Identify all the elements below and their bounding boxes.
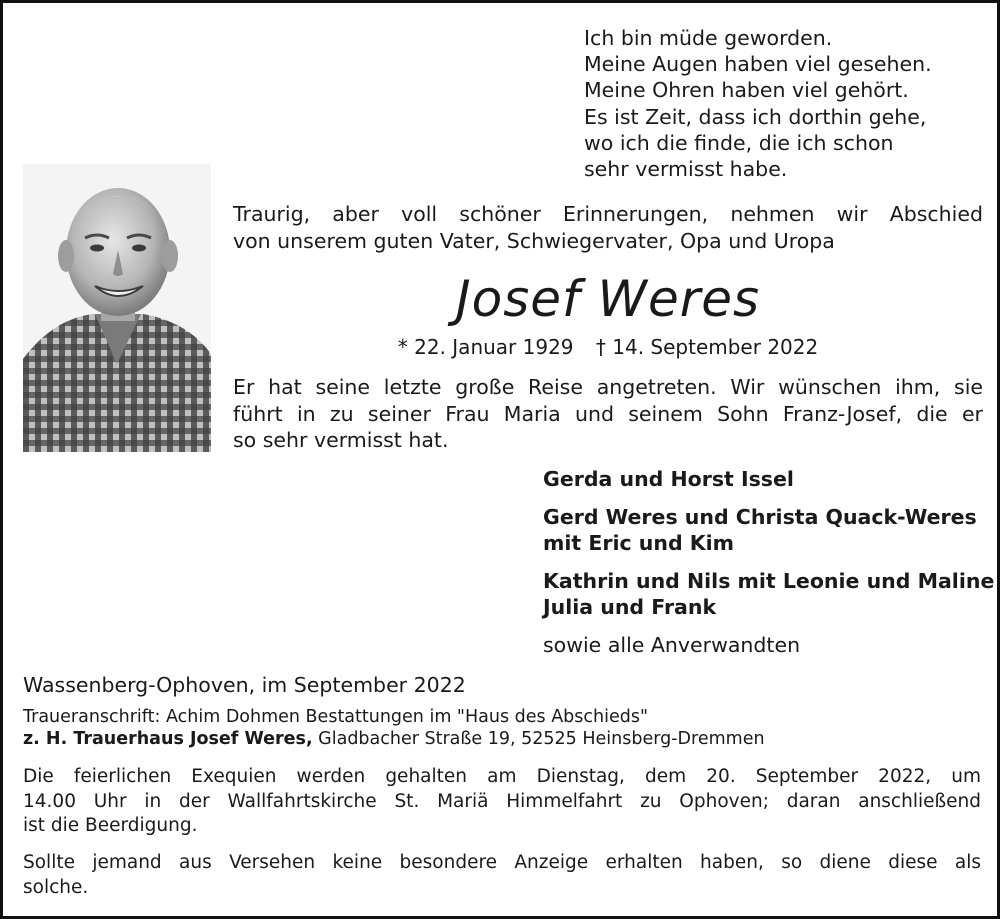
birth-date: * 22. Januar 1929 [397,335,574,359]
poem-line: wo ich die finde, die ich schon [584,130,894,155]
poem-line: Meine Augen haben viel gesehen. [584,52,932,77]
poem-line: sehr vermisst habe. [584,157,788,182]
poem-line: Ich bin müde geworden. [584,26,833,50]
mourners-list [543,466,994,658]
place-and-date: Wassenberg-Ophoven, im September 2022 [23,673,466,697]
poem-line: Meine Ohren haben viel gehört. [584,78,909,103]
mourner-line: Julia und Frank [543,595,717,619]
message-line: Er hat seine letzte große Reise angetreten. Wir wünschen ihm, sie [233,375,983,399]
mourner-line: Gerda und Horst Issel [543,467,794,491]
service-line: Die feierlichen Exequien werden gehalten am Dienstag, dem 20. September 2022, um [23,766,981,787]
relatives-line: sowie alle Anverwandten [543,632,801,657]
address-line: Traueranschrift: Achim Dohmen Bestattungen im "Haus des Abschieds" [23,707,649,727]
service-line: 14.00 Uhr in der Wallfahrtskirche St. Mariä Himmelfahrt zu Ophoven; daran anschließend [23,790,981,812]
mourning-address [23,706,765,750]
portrait-photo [23,164,211,452]
poem-line: Es ist Zeit, dass ich dorthin gehe, [584,104,927,129]
poem [584,25,932,182]
message-line: so sehr vermisst hat. [233,428,449,452]
funeral-service-info [23,765,981,839]
address-street: Gladbacher Straße 19, 52525 Heinsberg-Dremmen [312,729,765,749]
notice-text [23,851,981,900]
service-line: ist die Beerdigung. [23,815,198,836]
life-dates [233,334,983,360]
intro-text [233,201,983,254]
mourner-line: mit Eric und Kim [543,531,735,555]
notice-line: solche. [23,876,89,898]
message-line: führt in zu seiner Frau Maria und seinem Sohn Franz-Josef, die er [233,401,983,426]
intro-line: von unserem guten Vater, Schwiegervater, Opa und Uropa [233,228,835,253]
address-line [23,728,765,750]
notice-line: Sollte jemand aus Versehen keine besondere Anzeige erhalten haben, so diene diese als [23,852,981,873]
death-date: † 14. September 2022 [595,335,819,359]
intro-line: Traurig, aber voll schöner Erinnerungen, nehmen wir Abschied [233,202,983,226]
farewell-message [233,374,983,454]
mourner-line: Gerd Weres und Christa Quack-Weres [543,504,977,529]
deceased-name: Josef Weres [455,270,761,328]
address-recipient: z. H. Trauerhaus Josef Weres, [23,729,313,749]
mourner-line: Kathrin und Nils mit Leonie und Maline [543,568,995,593]
